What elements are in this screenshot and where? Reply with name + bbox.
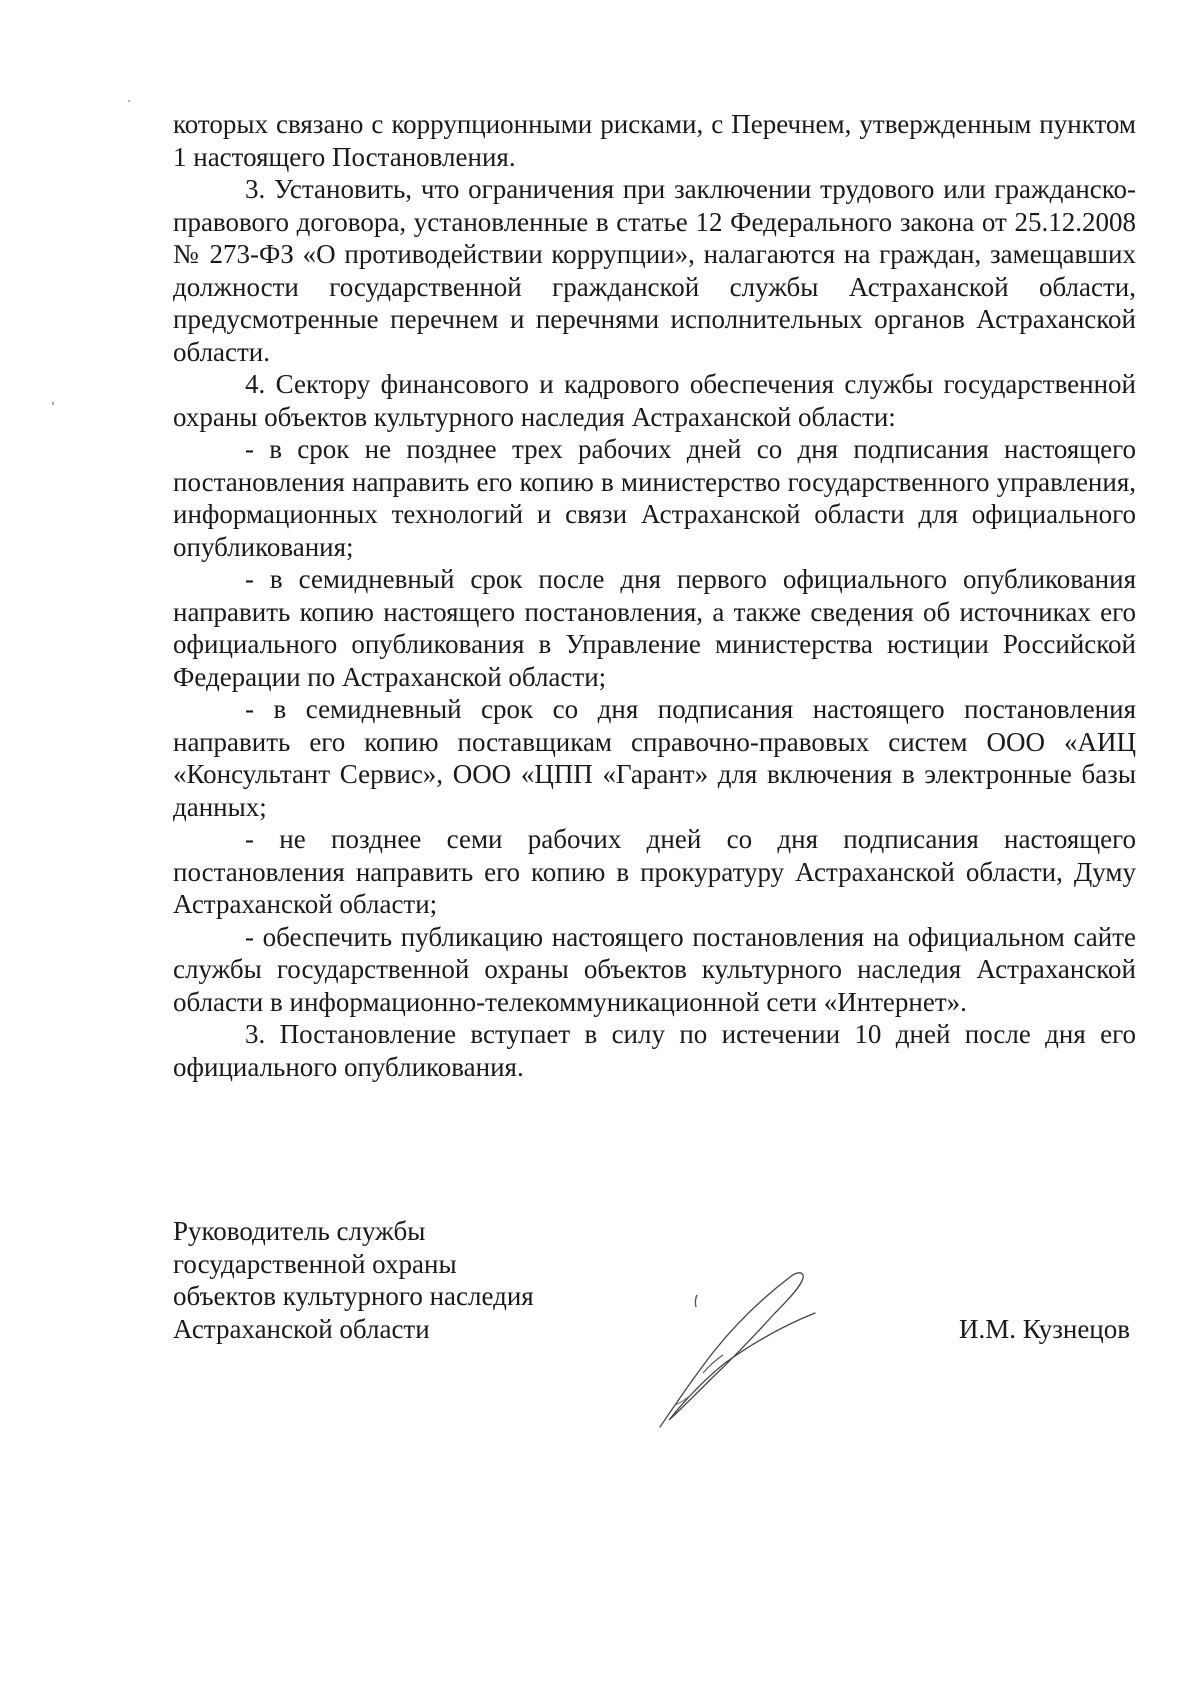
paragraph-continuation: которых связано с коррупционными рисками, с Перечнем, утвержденным пунктом 1 настоящего Постановления. [173, 109, 1136, 172]
scan-speck [52, 402, 54, 405]
handwritten-signature [655, 1255, 825, 1435]
signatory-title-line: государственной охраны [173, 1248, 457, 1279]
paragraph-subitem-website: - обеспечить публикацию настоящего постановления на официальном сайте службы государственной охраны объектов культурного наследия Астраханской области в информационно-телекоммуникационной сети «Интернет». [173, 921, 1136, 1017]
paragraph-subitem-prosecutor: - не позднее семи рабочих дней со дня подписания настоящего постановления направить его копию в прокуратуру Астраханской области, Думу Астраханской области; [173, 824, 1136, 919]
scan-speck [128, 100, 130, 102]
paragraph-item-3-restrictions: 3. Установить, что ограничения при заключении трудового или гражданско-правового договора, установленные в статье 12 Федерального закона от 25.12.2008 № 273-ФЗ «О противодействии коррупции», налагаются на граждан, замещавших должности государственной гражданской службы Астраханской области, предусмотренные перечнем и перечнями исполнительных органов Астраханской области. [173, 174, 1136, 367]
signatory-title-line: Руководитель службы [173, 1216, 426, 1246]
paragraph-item-4-sector: 4. Сектору финансового и кадрового обеспечения службы государственной охраны объектов культурного наследия Астраханской области: [173, 369, 1136, 432]
signatory-name: И.М. Кузнецов [958, 1313, 1130, 1344]
paragraph-subitem-publication: - в срок не позднее трех рабочих дней со дня подписания настоящего постановления направить его копию в министерство государственного управления, информационных технологий и связи Астраханской области для официального опубликования; [173, 434, 1136, 562]
paragraph-subitem-legal-systems: - в семидневный срок со дня подписания настоящего постановления направить его копию поставщикам справочно-правовых систем ООО «АИЦ «Консультант Сервис», ООО «ЦПП «Гарант» для включения в электронные базы данных; [173, 694, 1136, 822]
signatory-title-line: объектов культурного наследия [173, 1281, 534, 1311]
paragraph-item-effective-date: 3. Постановление вступает в силу по истечении 10 дней после дня его официального опубликования. [173, 1019, 1136, 1082]
signatory-title-line: Астраханской области [173, 1313, 430, 1344]
document-body [173, 108, 1136, 1083]
paragraph-subitem-justice: - в семидневный срок после дня первого официального опубликования направить копию настоящего постановления, а также сведения об источниках его официального опубликования в Управление министерства юстиции Российской Федерации по Астраханской области; [173, 564, 1136, 692]
